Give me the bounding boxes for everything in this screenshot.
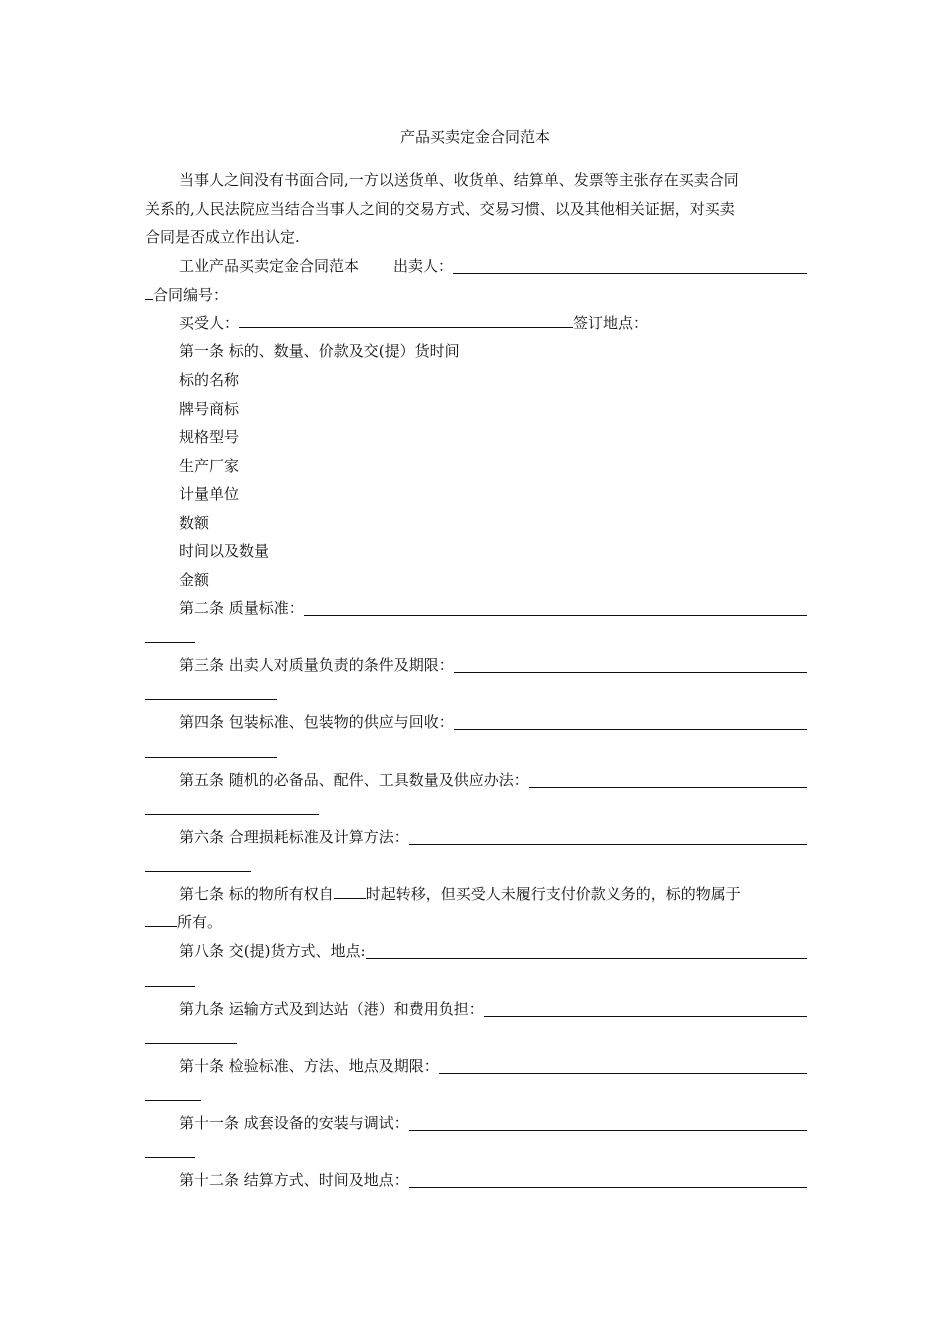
article-6-blank-tail (145, 870, 251, 872)
article-7-line-2 (145, 908, 807, 936)
article-7-blank-1 (334, 880, 366, 899)
article-6-label: 第六条 合理损耗标准及计算方法： (179, 828, 409, 846)
article-12-blank (409, 1168, 807, 1188)
article-3-blank (454, 653, 807, 673)
article-9-blank (484, 997, 807, 1017)
article-5 (145, 766, 807, 794)
contract-no-label: 合同编号： (153, 286, 229, 304)
seller-blank (453, 254, 807, 274)
art1-item: 时间以及数量 (179, 542, 270, 560)
article-5-blank (529, 768, 807, 788)
article-4 (145, 708, 807, 736)
article-7-part-2: 时起转移，但买受人未履行支付价款义务的，标的物属于 (365, 885, 741, 903)
article-3 (145, 651, 807, 679)
article-2-label: 第二条 质量标准： (179, 599, 304, 617)
art1-item: 计量单位 (179, 485, 240, 503)
article-8 (145, 937, 807, 965)
article-10-blank-tail (145, 1099, 201, 1101)
article-3-blank-tail (145, 698, 277, 700)
article-9 (145, 995, 807, 1023)
art1-item: 牌号商标 (179, 400, 240, 418)
article-7-blank-2 (145, 908, 177, 927)
article-11-label: 第十一条 成套设备的安装与调试： (179, 1114, 409, 1132)
article-4-blank-tail (145, 756, 277, 758)
contract-name: 工业产品买卖定金合同范本 (179, 257, 360, 275)
sign-place-label: 签订地点： (573, 314, 649, 332)
article-4-blank (454, 710, 807, 730)
art1-item: 数额 (179, 514, 210, 532)
art1-item: 金额 (179, 571, 210, 589)
intro-line-2: 关系的,人民法院应当结合当事人之间的交易方式、交易习惯、以及其他相关证据，对买卖 (145, 200, 735, 218)
article-8-blank (366, 939, 807, 959)
article-2-blank-tail (145, 641, 195, 643)
article-12-label: 第十二条 结算方式、时间及地点： (179, 1171, 409, 1189)
contract-no-blank (145, 281, 153, 300)
article-7-part-3: 所有。 (177, 913, 223, 931)
article-10-label: 第十条 检验标准、方法、地点及期限： (179, 1057, 439, 1075)
buyer-label: 买受人： (179, 314, 240, 332)
article-3-label: 第三条 出卖人对质量负责的条件及期限： (179, 656, 454, 674)
intro-line-1: 当事人之间没有书面合同,一方以送货单、收货单、结算单、发票等主张存在买卖合同 (179, 171, 739, 189)
article-11-blank (409, 1111, 807, 1131)
article-7-part-1: 第七条 标的物所有权自 (179, 885, 334, 903)
article-6 (145, 823, 807, 851)
article-2-blank (304, 596, 807, 616)
article-5-blank-tail (145, 813, 319, 815)
article-9-label: 第九条 运输方式及到达站（港）和费用负担： (179, 1000, 484, 1018)
article-10-blank (439, 1054, 807, 1074)
article-11 (145, 1109, 807, 1137)
article-2 (145, 594, 807, 622)
article-10 (145, 1052, 807, 1080)
art1-item: 生产厂家 (179, 457, 240, 475)
article-8-blank-tail (145, 985, 195, 987)
buyer-row (145, 309, 841, 337)
buyer-blank (239, 309, 573, 328)
article-12 (145, 1166, 807, 1194)
article-6-blank (409, 825, 807, 845)
art1-item: 规格型号 (179, 428, 240, 446)
article-7-line-1 (145, 880, 841, 908)
article-8-label: 第八条 交(提)货方式、地点: (179, 942, 366, 960)
document-title: 产品买卖定金合同范本 (399, 128, 550, 146)
article-9-blank-tail (145, 1042, 237, 1044)
article-11-blank-tail (145, 1156, 195, 1158)
contract-no-row (145, 281, 807, 309)
seller-row (145, 252, 807, 280)
intro-line-3: 合同是否成立作出认定. (145, 228, 300, 246)
art1-item: 标的名称 (179, 371, 240, 389)
article-1-heading: 第一条 标的、数量、价款及交(提）货时间 (179, 342, 460, 360)
seller-label: 出卖人： (393, 257, 454, 275)
article-5-label: 第五条 随机的必备品、配件、工具数量及供应办法： (179, 771, 529, 789)
article-4-label: 第四条 包装标准、包装物的供应与回收： (179, 713, 454, 731)
